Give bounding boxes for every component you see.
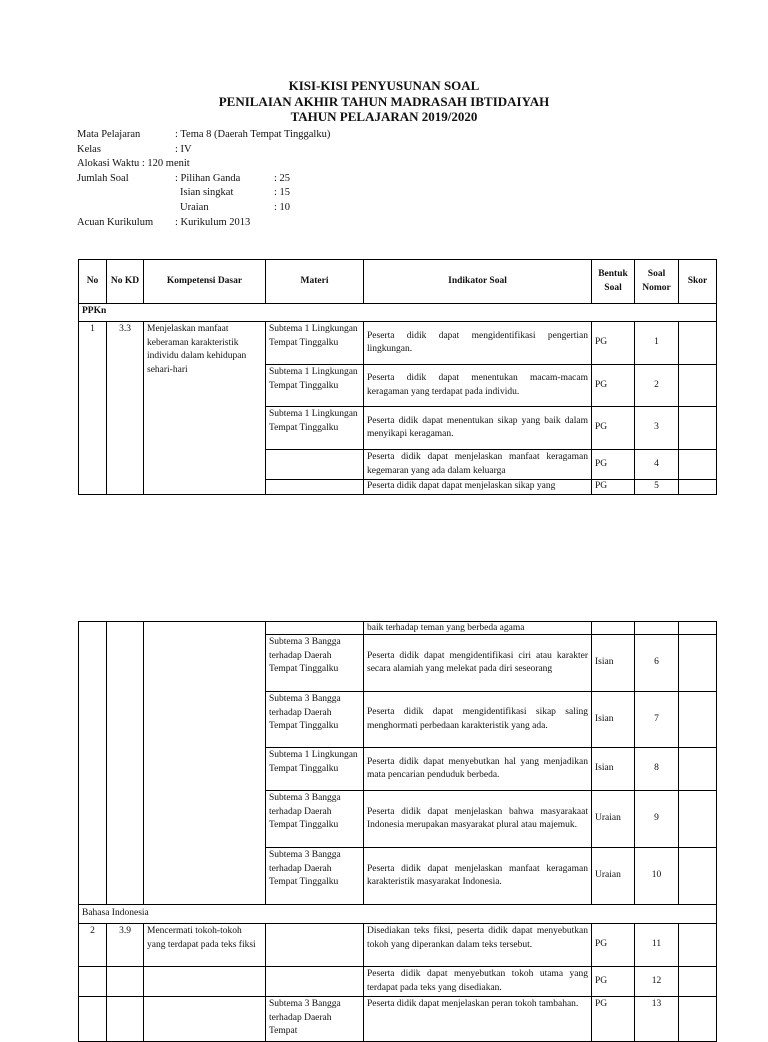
row-kd-text xyxy=(144,622,266,905)
meta-label: Mata Pelajaran xyxy=(77,129,141,140)
row-kd-no xyxy=(107,622,144,905)
row-materi xyxy=(266,924,364,967)
row-no: 2 xyxy=(79,924,107,967)
row-skor xyxy=(679,924,717,967)
row-bentuk: PG xyxy=(592,924,635,967)
row-indikator: Peserta didik dapat menjelaskan manfaat keragaman karakteristik masyarakat Indonesia. xyxy=(364,848,592,905)
row-kd-no: 3.9 xyxy=(107,924,144,967)
row-materi xyxy=(266,622,364,635)
row-materi: Subtema 3 Bangga terhadap Daerah Tempat Tinggalku xyxy=(266,692,364,748)
kisi-table-page-2 xyxy=(78,621,717,1042)
row-bentuk: Isian xyxy=(592,692,635,748)
row-bentuk: PG xyxy=(592,997,635,1042)
row-materi: Subtema 1 Lingkungan Tempat Tinggalku xyxy=(266,322,364,365)
row-indikator: Peserta didik dapat mengidentifikasi ciri atau karakter secara alamiah yang melekat pada diri seseorang xyxy=(364,635,592,692)
row-no xyxy=(79,997,107,1042)
table-row xyxy=(79,622,717,635)
header-bentuk: Bentuk Soal xyxy=(592,260,635,304)
row-nomor: 10 xyxy=(635,848,679,905)
row-materi: Subtema 1 Lingkungan Tempat Tinggalku xyxy=(266,365,364,407)
row-kd-text: Menjelaskan manfaat keberaman karakteristik individu dalam kehidupan sehari-hari xyxy=(144,322,266,495)
kisi-table-page-1 xyxy=(78,259,717,495)
row-bentuk xyxy=(592,622,635,635)
meta-value: : 25 xyxy=(274,172,291,184)
row-indikator: Peserta didik dapat menyebutkan hal yang menjadikan mata pencarian penduduk berbeda. xyxy=(364,748,592,791)
row-indikator: Peserta didik dapat mengidentifikasi pengertian lingkungan. xyxy=(364,322,592,365)
meta-label: Kelas xyxy=(77,143,101,155)
row-skor xyxy=(679,365,717,407)
row-indikator: Peserta didik dapat menjelaskan bahwa masyarakaat Indonesia merupakan masyarakat plural atau majemuk. xyxy=(364,791,592,848)
row-nomor: 11 xyxy=(635,924,679,967)
section-bahasa-indonesia: Bahasa Indonesia xyxy=(79,905,717,924)
row-bentuk: PG xyxy=(592,450,635,480)
row-no xyxy=(79,622,107,905)
header-nomor: Soal Nomor xyxy=(635,260,679,304)
row-nomor: 12 xyxy=(635,967,679,997)
row-materi: Subtema 1 Lingkungan Tempat Tinggalku xyxy=(266,748,364,791)
row-materi: Subtema 3 Bangga terhadap Daerah Tempat Tinggalku xyxy=(266,635,364,692)
row-nomor: 13 xyxy=(635,997,679,1042)
row-materi xyxy=(266,480,364,495)
table-row xyxy=(79,924,717,967)
row-bentuk: PG xyxy=(592,480,635,495)
row-no xyxy=(79,967,107,997)
row-kd-no xyxy=(107,997,144,1042)
row-nomor: 7 xyxy=(635,692,679,748)
meta-label: Jumlah Soal xyxy=(77,172,129,184)
row-skor xyxy=(679,450,717,480)
row-skor xyxy=(679,407,717,450)
row-kd-text xyxy=(144,997,266,1042)
row-bentuk: Uraian xyxy=(592,848,635,905)
row-bentuk: PG xyxy=(592,322,635,365)
row-nomor: 1 xyxy=(635,322,679,365)
row-materi: Subtema 1 Lingkungan Tempat Tinggalku xyxy=(266,407,364,450)
meta-value: : Tema 8 (Daerah Tempat Tinggalku) xyxy=(175,129,331,140)
row-materi: Subtema 3 Bangga terhadap Daerah Tempat Tinggalku xyxy=(266,848,364,905)
row-bentuk: Isian xyxy=(592,748,635,791)
row-kd-text xyxy=(144,967,266,997)
row-indikator: Peserta didik dapat mengidentifikasi sikap saling menghormati perbedaan karakteristik yang ada. xyxy=(364,692,592,748)
title-line-2: PENILAIAN AKHIR TAHUN MADRASAH IBTIDAIYAH xyxy=(218,93,550,109)
table-header-row xyxy=(79,260,717,304)
row-indikator: Peserta didik dapat menjelaskan manfaat keragaman kegemaran yang ada dalam keluarga xyxy=(364,450,592,480)
row-indikator: Peserta didik dapat menjelaskan peran tokoh tambahan. xyxy=(364,997,592,1042)
table-row xyxy=(79,997,717,1042)
meta-value: : 10 xyxy=(274,201,291,213)
row-indikator: Peserta didik dapat menentukan sikap yang baik dalam menyikapi keragaman. xyxy=(364,407,592,450)
row-skor xyxy=(679,791,717,848)
row-indikator: Peserta didik dapat dapat menjelaskan sikap yang xyxy=(364,480,592,495)
header-skor: Skor xyxy=(679,260,717,304)
row-nomor: 5 xyxy=(635,480,679,495)
row-bentuk: PG xyxy=(592,365,635,407)
header-materi: Materi xyxy=(266,260,364,304)
row-materi xyxy=(266,450,364,480)
row-skor xyxy=(679,480,717,495)
row-indikator: baik terhadap teman yang berbeda agama xyxy=(364,622,592,635)
row-skor xyxy=(679,622,717,635)
title-line-3: TAHUN PELAJARAN 2019/2020 xyxy=(290,109,478,124)
row-no: 1 xyxy=(79,322,107,495)
row-skor xyxy=(679,848,717,905)
section-ppkn: PPKn xyxy=(79,304,717,322)
row-skor xyxy=(679,997,717,1042)
row-bentuk: Isian xyxy=(592,635,635,692)
row-skor xyxy=(679,635,717,692)
meta-value: : Kurikulum 2013 xyxy=(175,216,251,228)
header-kd: Kompetensi Dasar xyxy=(144,260,266,304)
meta-label: Acuan Kurikulum xyxy=(77,216,154,228)
title-line-1: KISI-KISI PENYUSUNAN SOAL xyxy=(288,78,480,93)
document-title xyxy=(0,78,768,125)
row-materi: Subtema 3 Bangga terhadap Daerah Tempat Tinggalku xyxy=(266,791,364,848)
row-skor xyxy=(679,967,717,997)
row-nomor: 2 xyxy=(635,365,679,407)
meta-value: : 15 xyxy=(274,187,291,199)
section-row xyxy=(79,905,717,924)
row-skor xyxy=(679,692,717,748)
row-skor xyxy=(679,748,717,791)
meta-label: Isian singkat xyxy=(180,187,234,199)
header-nokd: No KD xyxy=(107,260,144,304)
table-row xyxy=(79,967,717,997)
row-nomor: 9 xyxy=(635,791,679,848)
meta-value: : IV xyxy=(175,143,192,155)
row-materi: Subtema 3 Bangga terhadap Daerah Tempat xyxy=(266,997,364,1042)
row-bentuk: PG xyxy=(592,967,635,997)
row-nomor: 3 xyxy=(635,407,679,450)
meta-value: Alokasi Waktu : 120 menit xyxy=(77,158,190,170)
row-kd-no: 3.3 xyxy=(107,322,144,495)
header-no: No xyxy=(79,260,107,304)
meta-value: : Pilihan Ganda xyxy=(175,172,241,184)
meta-label: Uraian xyxy=(180,201,209,213)
section-row xyxy=(79,304,717,322)
row-kd-text: Mencermati tokoh-tokoh yang terdapat pada teks fiksi xyxy=(144,924,266,967)
header-indikator: Indikator Soal xyxy=(364,260,592,304)
row-nomor: 8 xyxy=(635,748,679,791)
row-nomor xyxy=(635,622,679,635)
row-skor xyxy=(679,322,717,365)
row-indikator: Peserta didik dapat menyebutkan tokoh utama yang terdapat pada teks yang disediakan. xyxy=(364,967,592,997)
row-nomor: 6 xyxy=(635,635,679,692)
row-bentuk: Uraian xyxy=(592,791,635,848)
row-bentuk: PG xyxy=(592,407,635,450)
row-nomor: 4 xyxy=(635,450,679,480)
row-indikator: Disediakan teks fiksi, peserta didik dapat menyebutkan tokoh yang diperankan dalam teks tersebut. xyxy=(364,924,592,967)
row-indikator: Peserta didik dapat menentukan macam-macam keragaman yang terdapat pada individu. xyxy=(364,365,592,407)
table-row xyxy=(79,322,717,365)
row-materi xyxy=(266,967,364,997)
row-kd-no xyxy=(107,967,144,997)
